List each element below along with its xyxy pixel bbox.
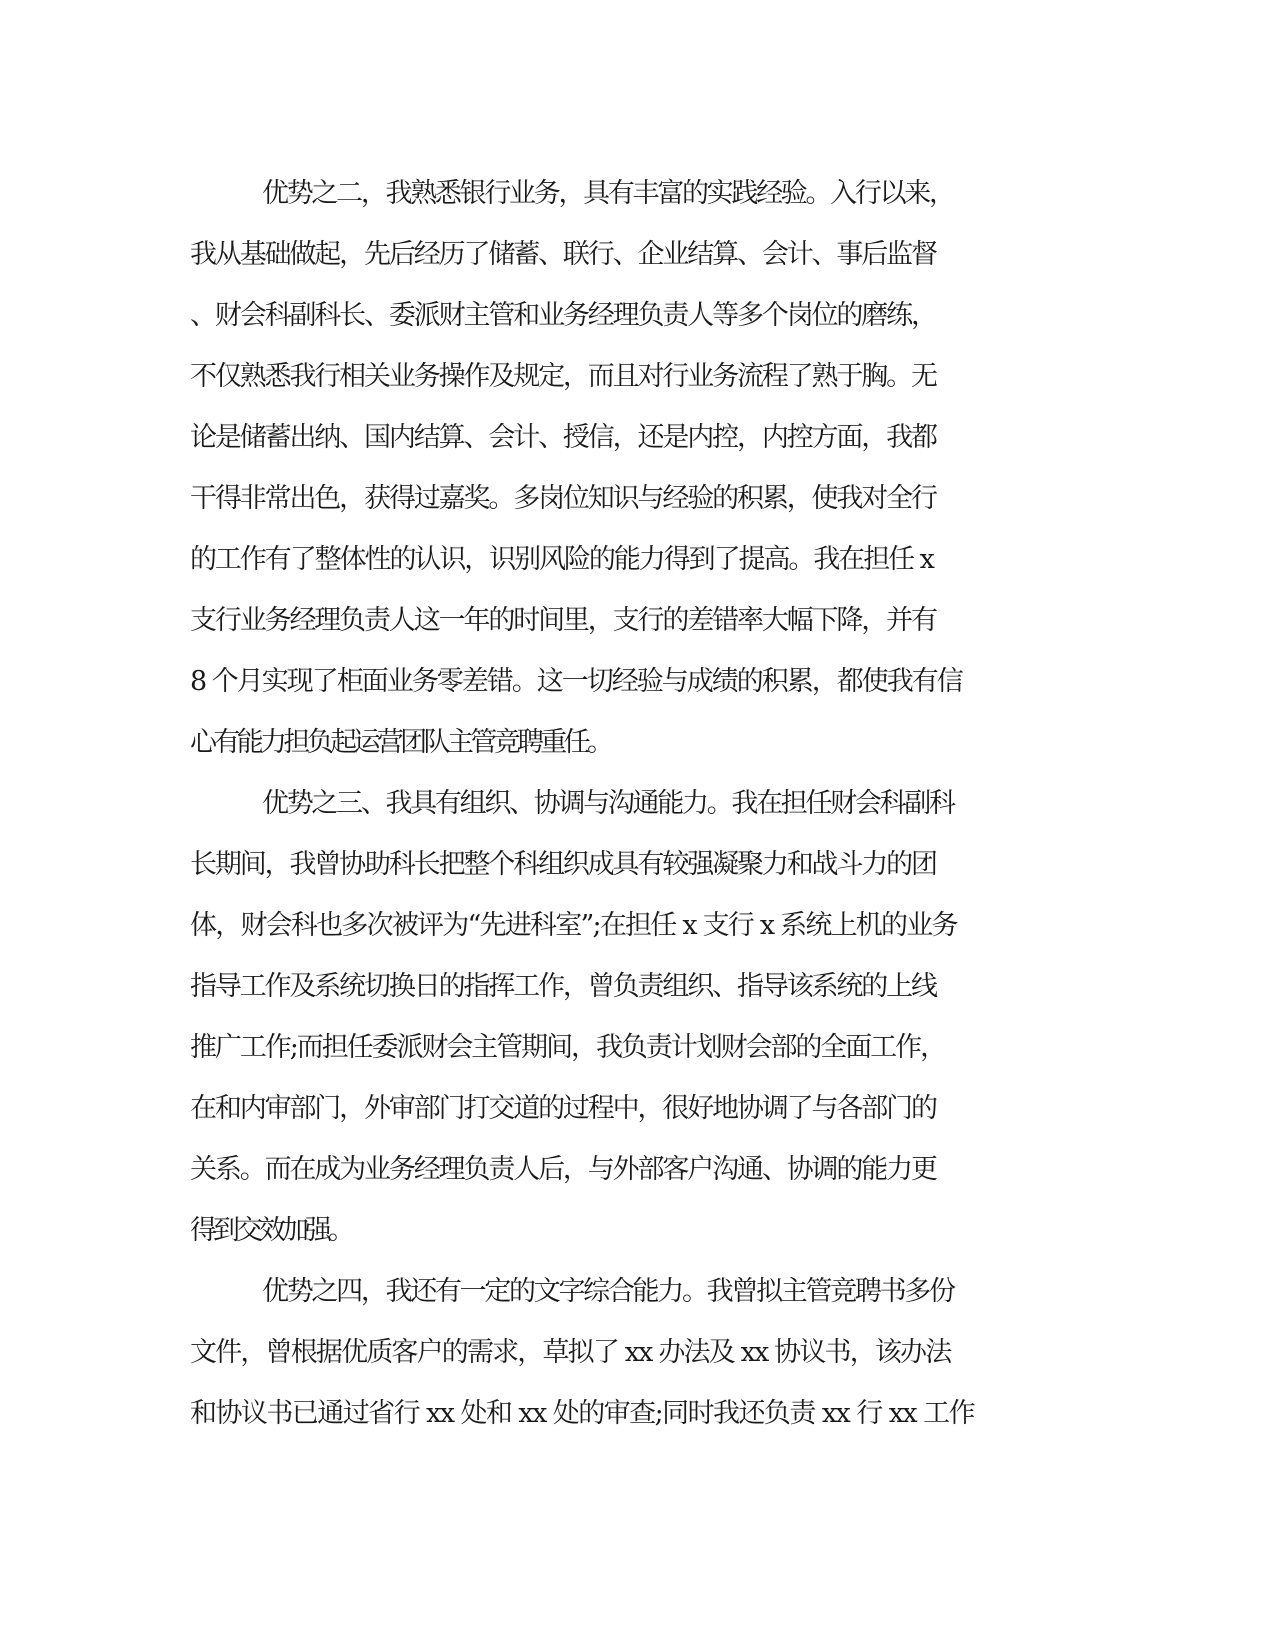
text-line: 的工作有了整体性的认识，识别风险的能力得到了提高。我在担任 x bbox=[190, 544, 933, 575]
text-line: 在和内审部门，外审部门打交道的过程中，很好地协调了与各部门的 bbox=[190, 1093, 936, 1124]
text-line: 我从基础做起，先后经历了储蓄、联行、企业结算、会计、事后监督 bbox=[190, 239, 936, 270]
text-line: 、财会科副科长、委派财主管和业务经理负责人等多个岗位的磨练， bbox=[190, 300, 936, 331]
paragraph-first-line: 优势之二，我熟悉银行业务，具有丰富的实践经验。入行以来， bbox=[262, 178, 954, 209]
text-line: 体，财会科也多次被评为“先进科室”;在担任 x 支行 x 系统上机的业务 bbox=[190, 910, 957, 941]
text-line: 干得非常出色，获得过嘉奖。多岗位知识与经验的积累，使我对全行 bbox=[190, 483, 936, 514]
text-line: 心有能力担负起运营团队主管竞聘重任。 bbox=[190, 727, 611, 758]
text-line: 论是储蓄出纳、国内结算、会计、授信，还是内控，内控方面，我都 bbox=[190, 422, 936, 453]
body-text bbox=[190, 163, 1090, 1444]
paragraph-first-line: 优势之三、我具有组织、协调与沟通能力。我在担任财会科副科 bbox=[262, 788, 954, 819]
text-line: 文件，曾根据优质客户的需求，草拟了 xx 办法及 xx 协议书，该办法 bbox=[190, 1337, 951, 1368]
text-line: 8 个月实现了柜面业务零差错。这一切经验与成绩的积累，都使我有信 bbox=[190, 666, 962, 697]
text-line: 长期间，我曾协助科长把整个科组织成具有较强凝聚力和战斗力的团 bbox=[190, 849, 936, 880]
text-line: 不仅熟悉我行相关业务操作及规定，而且对行业务流程了熟于胸。无 bbox=[190, 361, 936, 392]
text-line: 关系。而在成为业务经理负责人后，与外部客户沟通、协调的能力更 bbox=[190, 1154, 936, 1185]
text-line: 指导工作及系统切换日的指挥工作，曾负责组织、指导该系统的上线 bbox=[190, 971, 936, 1002]
paragraph-first-line: 优势之四，我还有一定的文字综合能力。我曾拟主管竞聘书多份 bbox=[262, 1276, 954, 1307]
text-line: 推广工作;而担任委派财会主管期间，我负责计划财会部的全面工作， bbox=[190, 1032, 946, 1063]
text-line: 和协议书已通过省行 xx 处和 xx 处的审查;同时我还负责 xx 行 xx 工作 bbox=[190, 1398, 975, 1429]
text-line: 支行业务经理负责人这一年的时间里，支行的差错率大幅下降，并有 bbox=[190, 605, 936, 636]
text-line: 得到交效加强。 bbox=[190, 1215, 351, 1246]
